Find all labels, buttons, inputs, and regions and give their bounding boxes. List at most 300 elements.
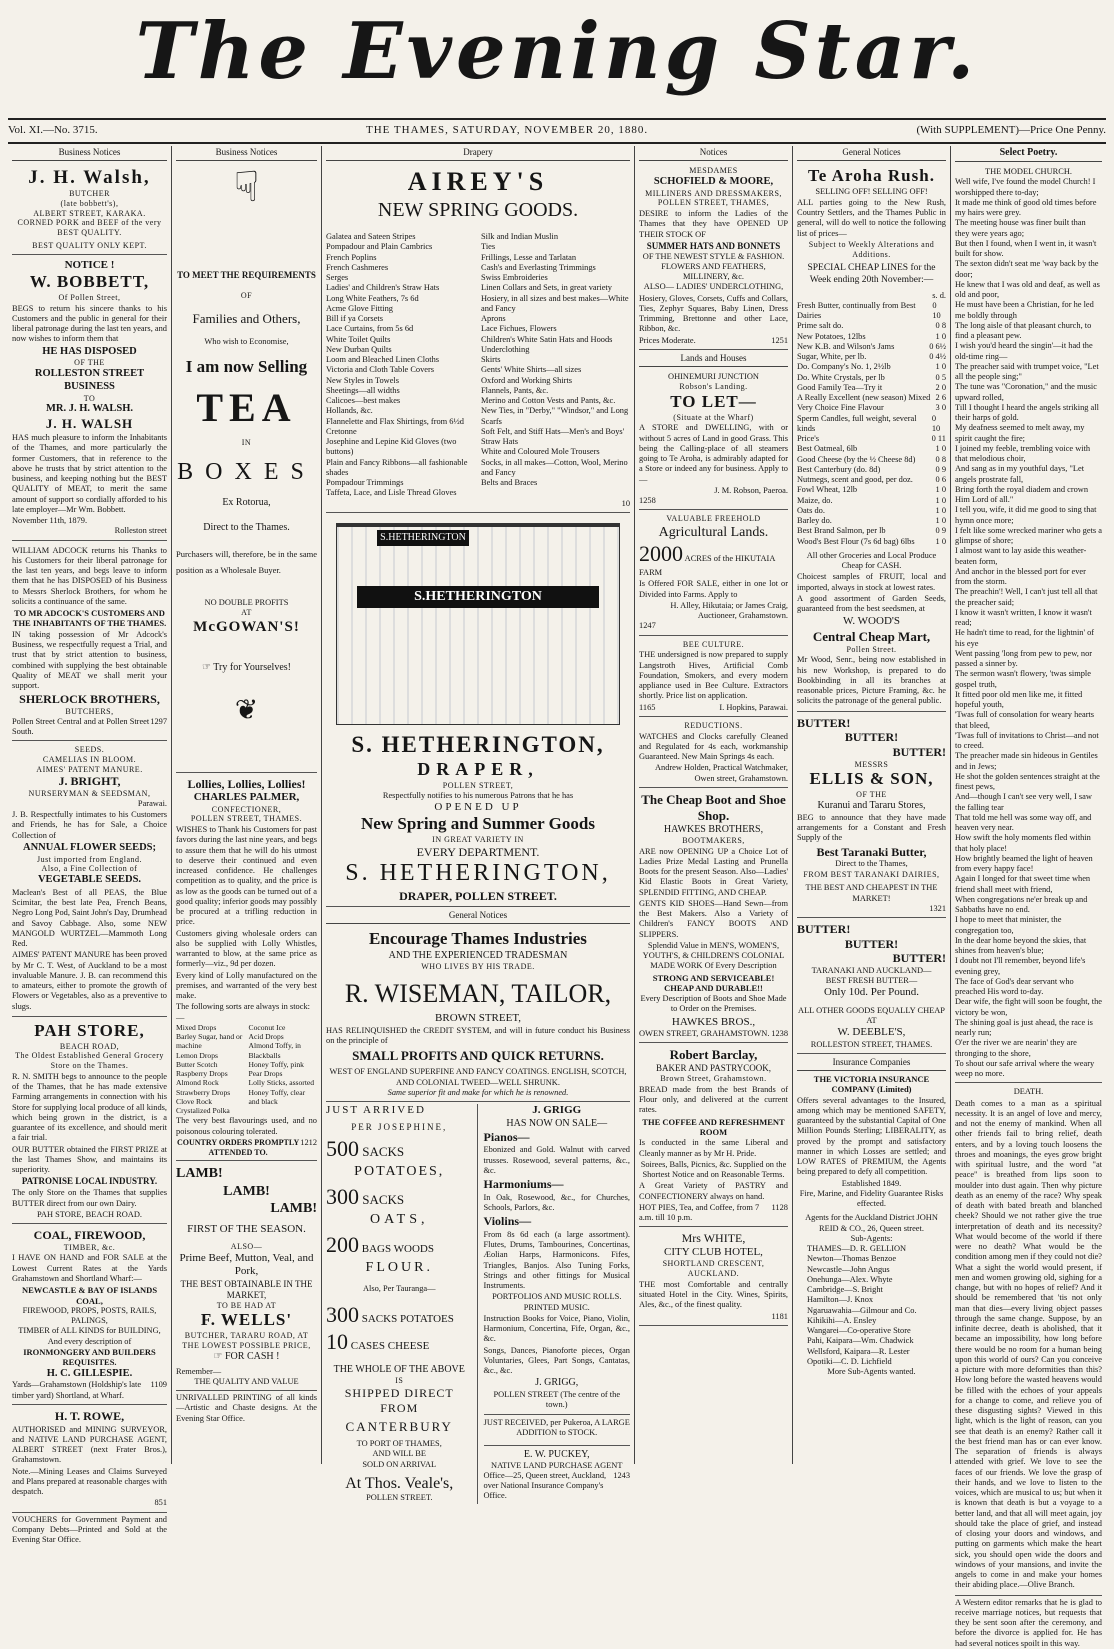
price-value: 0 10	[931, 413, 941, 433]
text: AUTHORISED and MINING SURVEYOR, and NATIVE LAND PURCHASE AGENT, ALBERT STREET (next Frater Bros.), Grahamstown.	[12, 1424, 167, 1465]
text: Same superior fit and make for which he is renowned.	[387, 1087, 569, 1097]
shop-sign: S.HETHERINGTON	[377, 530, 469, 546]
text: BUTTER!	[844, 730, 899, 745]
text: PER JOSEPHINE,	[351, 1121, 448, 1132]
text: ALSO— LADIES' UNDERCLOTHING,	[643, 282, 784, 292]
poem-line: And sang as in my youthful days, "Let angels prostrate fall,	[955, 464, 1085, 484]
poem-line: It fitted poor old men like me, it fitted hopeful youth,	[955, 689, 1083, 710]
text: LAMB!	[176, 1166, 223, 1182]
text: THE BEST OBTAINABLE IN THE MARKET,	[180, 1278, 313, 1300]
text: OUR BUTTER obtained the FIRST PRIZE at the last Thames Show, and maintains its superiority.	[12, 1144, 167, 1175]
text: AIREY'S	[407, 166, 549, 196]
death-article	[955, 1085, 1102, 1595]
airey-ad	[326, 164, 630, 513]
list-item: Lace Fichues, Flowers	[481, 324, 557, 334]
list-item: Socks, in all makes—Cotton, Wool, Merino and Fancy	[481, 457, 628, 477]
text: AT	[241, 608, 252, 618]
text: TO BE HAD AT	[216, 1300, 277, 1310]
poem-line: The sexton didn't seat me 'way back by the door;	[955, 259, 1099, 279]
text: WISHES to Thank his Customers for past favors during the last nine years, and begs to assure them that he will do his utmost to deserve their continued and even increased confidence. He challenges competition as to quality, and the price is as low as the goods can be turned out of a good quality; inferior goods may possibly be procured at a trifling reduction in price.	[176, 825, 317, 927]
list-item: Flannelette and Flax Shirtings, from 6½d	[326, 416, 464, 426]
text: (late bobbett's),	[60, 198, 119, 208]
text: Robson's Landing.	[679, 382, 748, 392]
price-row	[797, 301, 946, 322]
text: The following sorts are always in stock:—	[176, 1002, 310, 1022]
list-item: Pompadour Trimmings	[326, 478, 404, 488]
text: Parawai.	[137, 798, 167, 808]
text: REDUCTIONS.	[684, 720, 743, 730]
text: ALL OTHER GOODS EQUALLY CHEAP AT	[798, 1005, 945, 1026]
list-item: Belts and Braces	[481, 478, 538, 488]
text: BEST QUALITY ONLY KEPT.	[32, 240, 147, 250]
price-row	[797, 332, 946, 342]
text: NEW SPRING GOODS.	[377, 198, 579, 221]
text: Also, Per Tauranga—	[362, 1284, 436, 1294]
place-date: THE THAMES, SATURDAY, NOVEMBER 20, 1880.	[366, 124, 649, 137]
text: Songs, Dances, Pianoforte pieces, Organ Voluntaries, Glees, Part Songs, Cantatas, &c., &c.	[483, 1345, 630, 1376]
text: Fire, Marine, and Fidelity Guarantee Risks effected.	[799, 1188, 944, 1209]
text: THE most Comfortable and centrally situated Hotel in the City. Wines, Spirits, Ales, &c., of the finest quality.	[639, 1279, 788, 1310]
price-row	[797, 496, 946, 506]
pah-store-ad	[12, 1019, 167, 1224]
holden-ad	[639, 719, 788, 788]
text: Ex Rotorua,	[222, 497, 271, 509]
text: Pollen Street Central and at Pollen Street South.	[12, 716, 150, 736]
walsh-ad	[12, 164, 167, 255]
list-item: Long White Feathers, 7s 6d	[326, 293, 419, 303]
price-item: Best Brand Salmon, per lb	[797, 526, 886, 536]
text: Agents for the Auckland District JOHN REID & CO., 26, Queen street.	[805, 1213, 938, 1233]
text: ACRES of the HIKUTAIA FARM	[639, 554, 775, 578]
text: The only Store on the Thames that supplies BUTTER direct from our own Dairy.	[12, 1188, 167, 1208]
text: IRONMONGERY AND BUILDERS REQUISITES.	[23, 1346, 156, 1368]
price-row	[797, 434, 946, 444]
price-row	[797, 403, 946, 413]
list-item: Oxford and Working Shirts	[481, 375, 573, 385]
price-value: 0 6½	[929, 341, 946, 351]
text: PATRONISE LOCAL INDUSTRY.	[21, 1176, 158, 1187]
poem-line: Till I thought I heard the angels striking all their harps of gold.	[955, 402, 1099, 423]
text: 10	[621, 498, 630, 508]
text: TIMBER, &c.	[63, 1242, 116, 1252]
text: Customers giving wholesale orders can also be supplied with Lolly Whistles, warranted to blow, at the same price as formerly—viz., 9d per dozen.	[176, 928, 317, 969]
text: FLOWERS AND FEATHERS, MILLINERY, &c.	[661, 261, 766, 282]
price-item: Maize, do.	[797, 495, 833, 505]
poem-line: But then I found, when I went in, it wasn't built for show.	[955, 238, 1097, 259]
price-item: Sperm Candles, full weight, several kinds	[797, 413, 917, 433]
text: 1238	[771, 1029, 788, 1039]
text: IN GREAT VARIETY IN	[432, 834, 524, 844]
hikutaia-ad	[639, 512, 788, 635]
list-item: Taffeta, Lace, and Lisle Thread Gloves	[326, 488, 457, 498]
text: SACKS	[362, 1192, 405, 1208]
text: Only 10d. Per Pound.	[823, 986, 920, 999]
text: HAWKES BROS.,	[671, 1015, 756, 1028]
text: ARE now OPENING UP a Choice Lot of Ladies Prize Medal Lasting and Prunella Boots for the present Season. Also—Ladies' Kid Elastic Boots in Great Variety, SPLENDID FITTING, AND CHEAP.	[639, 846, 788, 897]
price-item: New K.B. and Wilson's Jams	[797, 341, 895, 351]
text: OPENED UP	[434, 800, 522, 813]
list-item: Lemon Drops	[176, 1050, 218, 1060]
list-item: Gents' White Shirts—all sizes	[481, 365, 582, 375]
text: Robert Barclay,	[669, 1047, 758, 1063]
price: (With SUPPLEMENT)—Price One Penny.	[916, 124, 1106, 137]
list-item: French Poplins	[326, 252, 377, 262]
text: Also, a Fine Collection of	[41, 864, 138, 874]
white-ad	[639, 1229, 788, 1326]
text: BROWN STREET,	[435, 1011, 521, 1024]
text: All other Groceries and Local Produce Cheap for CASH.	[806, 550, 937, 571]
text: ROLLESTON STREET, THAMES.	[810, 1039, 933, 1049]
text: Offers several advantages to the Insured, among which may be mentioned SAFETY, guaranteed by the substantial Capital of One Million Pounds Sterling; LIBERALITY, as proved by the prompt and satisfactory manner in which Losses are settled; and LOW RATES of PREMIUM, the Agents being prepared to defy all competition.	[797, 1095, 946, 1177]
list-item: Swiss Embroideries	[481, 273, 548, 283]
list-item: Children's White Satin Hats and Hoods	[481, 334, 613, 344]
text: NEWCASTLE & BAY OF ISLANDS COAL,	[21, 1285, 158, 1306]
text: VEGETABLE SEEDS.	[37, 874, 142, 886]
text: MR. J. H. WALSH.	[45, 403, 134, 415]
text: SOLD ON ARRIVAL	[362, 1459, 437, 1469]
poem-line: How brightly beamed the light of heaven from every happy face!	[955, 853, 1093, 874]
text: Andrew Holden, Practical Watchmaker, Owen street, Grahamstown.	[654, 763, 788, 783]
text: Respectfully notifies to his numerous Patrons that he has	[382, 790, 574, 800]
text: Hosiery, Gloves, Corsets, Cuffs and Collars, Ties, Zephyr Squares, Baby Linen, Dress Trimming, Brettonne and other Lace, Ribbon, &c.	[639, 293, 788, 334]
poem-line: The long aisle of that pleasant church, to find a pleasant pew.	[955, 320, 1092, 341]
list-item: Calicoes—best makes	[326, 396, 401, 406]
text: EVERY DEPARTMENT.	[416, 844, 540, 859]
price-row	[797, 537, 946, 547]
text: OHINEMURI JUNCTION	[668, 371, 759, 381]
text: New Spring and Summer Goods	[361, 814, 595, 834]
text: POLLEN STREET (The centre of the town.)	[493, 1389, 621, 1409]
airey-left-list	[326, 232, 475, 499]
text: Encourage Thames Industries	[369, 929, 587, 949]
text: 1128	[771, 1202, 788, 1212]
poem-line: That told me hell was some way off, and heaven very near.	[955, 812, 1092, 833]
poem-line: How swift the holy moments fled within that holy place!	[955, 833, 1091, 853]
price-item: Barley do.	[797, 516, 832, 526]
walsh-name: J. H. Walsh,	[28, 166, 151, 188]
price-item: Fowl Wheat, 12lb	[797, 485, 858, 495]
text: SACKS POTATOES	[361, 1313, 454, 1326]
text: ALBERT STREET, KARAKA.	[33, 208, 146, 218]
barclay-ad	[639, 1045, 788, 1227]
list-item: Serges	[326, 273, 349, 283]
poem-title: THE MODEL CHURCH.	[985, 167, 1072, 177]
list-item: Cretonne	[326, 426, 357, 436]
price-value: 0 8	[935, 321, 946, 331]
text: PAH STORE,	[34, 1020, 145, 1040]
text: TARANAKI AND AUCKLAND—	[811, 965, 932, 975]
text: POLLEN STREET, THAMES.	[190, 814, 303, 824]
poem	[955, 165, 1102, 1083]
text: Is Offered FOR SALE, either in one lot or Divided into Farms. Apply to	[639, 579, 788, 599]
list-item: Linen Collars and Sets, in great variety	[481, 283, 612, 293]
text: I HAVE ON HAND and FOR SALE at the Lowest Current Rates at the Yards Grahamstown and Shortland Wharf:—	[12, 1253, 167, 1283]
text: OF	[240, 290, 253, 300]
text: BOXES	[177, 459, 316, 486]
list-item: White and Coloured Mole Trousers	[481, 447, 600, 457]
poem-line: He knew that I was old and deaf, as well as old and poor,	[955, 279, 1100, 300]
printing-ad: UNRIVALLED PRINTING of all kinds —Artistic and Chaste designs. At the Evening Star Office.	[176, 1393, 317, 1423]
text: 1212	[300, 1137, 317, 1147]
price-item: Very Choice Fine Flavour	[797, 403, 884, 413]
text: The very best flavourings used, and no poisonous colouring tolerated.	[176, 1116, 317, 1136]
text: Established 1849.	[841, 1178, 902, 1188]
poem-line: Again I longed for that sweet time when friend shall meet with friend,	[955, 874, 1091, 894]
text: HAS RELINQUISHED the CREDIT SYSTEM, and will in future conduct his Business on the principle of	[326, 1026, 630, 1046]
poem-line: I joined my feeble, trembling voice with that melodious choir,	[955, 443, 1091, 464]
price-item: Oats do.	[797, 505, 825, 515]
poem-line: The preacher said with trumpet voice, "Let all the people sing;"	[955, 361, 1099, 382]
text: A STORE and DWELLING, with or without 5 acres of Land in good Grass. This being the Calling-place of all steamers going to Te Aroha, is admirably adapted for a Store or indeed any for business. Apply to—	[639, 423, 788, 484]
price-item: Good Family Tea—Try it	[797, 382, 883, 392]
text: TO MEET THE REQUIREMENTS	[177, 269, 316, 280]
text: Mrs WHITE,	[681, 1231, 746, 1246]
text: FROM BEST TARANAKI DAIRIES,	[803, 869, 940, 879]
text: COAL, FIREWOOD,	[33, 1228, 146, 1243]
airey-lists	[326, 232, 630, 499]
text: Direct to the Thames,	[835, 859, 908, 869]
text: HAS NOW ON SALE—	[506, 1117, 608, 1129]
list-item: Underclothing	[481, 344, 530, 354]
price-value: 0 6	[935, 475, 946, 485]
list-item: Hamilton—J. Knox	[807, 1295, 874, 1305]
list-item: New Ties, in "Derby," "Windsor," and Long Scarfs	[481, 406, 629, 426]
text: Direct to the Thames.	[203, 521, 290, 533]
text: ANNUAL FLOWER SEEDS;	[22, 841, 157, 853]
text: OF THE	[74, 358, 105, 368]
masthead	[0, 0, 1114, 118]
price-row	[797, 414, 946, 435]
text: Best Taranaki Butter,	[816, 844, 927, 859]
text: Violins—	[483, 1214, 532, 1229]
text: Remember—	[176, 1366, 222, 1376]
text: DRAPER,	[417, 758, 539, 779]
storefront-illustration	[336, 523, 620, 725]
mcgowan-ad	[176, 164, 317, 773]
text: GENTS KID SHOES—Hand Sewn—from the Best Makers. Also a Variety of Children's FANCY BOOTS AND SLIPPERS.	[639, 898, 788, 939]
text: Lollies, Lollies, Lollies!	[187, 776, 306, 791]
poem-line: He must have been a Christian, for he led me boldly through	[955, 300, 1094, 320]
list-item: Ngaruawahia—Gilmour and Co.	[807, 1305, 917, 1315]
text: LAMB!	[270, 1200, 317, 1216]
text: 300	[326, 1184, 359, 1210]
text: W. DEEBLE'S,	[837, 1026, 906, 1039]
text: BUTCHERS,	[65, 706, 114, 716]
column-header: Business Notices	[12, 146, 167, 161]
adcock-ad	[12, 543, 167, 742]
text: Harmoniums—	[483, 1177, 564, 1192]
poem-line: I wish you'd heard the singin'—it had the old-time ring—	[955, 341, 1093, 361]
text: From 8s 6d each (a large assortment). Flutes, Drums, Tambourines, Concertinas, Æolian Harps, Harmonicons. Fifes, Triangles, Banjos. Also Tuning Forks, Strings and other fittings for Musical Instruments.	[483, 1229, 630, 1291]
poem-line: It made me think of good old times before my hairs were grey.	[955, 197, 1097, 218]
text: Office—25, Queen street, Auckland, over National Insurance Company's Office.	[483, 1470, 607, 1501]
list-item: Plain and Fancy Ribbons—all fashionable shades	[326, 457, 468, 477]
text: BUTTER!	[797, 715, 851, 730]
text: Note.—Mining Leases and Claims Surveyed and Plans prepared at reasonable charges with despatch.	[12, 1466, 167, 1497]
text: J. BRIGHT,	[58, 774, 121, 789]
text: E. W. PUCKEY,	[484, 1445, 631, 1461]
price-item: New Potatoes, 12lbs	[797, 331, 866, 341]
text: Maclean's Best of all PEAS, the Blue Scimitar, the best late Pea, French Beans, Negro Long Pod, Saint John's Day, Drumhead and Savoy Cabbage. Also, some NEW MANGOLD WURTZEL—Mammoth Long Red.	[12, 887, 167, 949]
text: 1109	[150, 1380, 167, 1390]
list-item: Bill if ya Corsets	[326, 314, 383, 324]
poem-line: I hope to meet that minister, the congregation too,	[955, 915, 1062, 935]
price-value: 0 8	[935, 454, 946, 464]
poem-line: 'Twas full of consolation for weary hearts that bleed,	[955, 710, 1095, 730]
text: BEG to announce that they have made arrangements for a Constant and Fresh Supply of the	[797, 812, 946, 843]
poem-line: Dear wife, the fight will soon be fought, the victory be won,	[955, 997, 1102, 1017]
text: Yards—Grahamstown (Holdship's late timber yard) Shortland, at Wharf.	[12, 1380, 142, 1400]
poem-line: My deafness seemed to melt away, my spirit caught the fire;	[955, 423, 1085, 443]
text: I. Hopkins, Parawai.	[719, 702, 788, 712]
price-value: 0 4½	[929, 352, 946, 362]
price-value: 0 9	[935, 464, 946, 474]
hetherington-ad	[326, 515, 630, 907]
airey-right-list	[481, 232, 630, 499]
price-value: 1 0	[935, 444, 946, 454]
text: SHORTLAND CRESCENT, AUCKLAND.	[662, 1259, 765, 1279]
western-editor-item: A Western editor remarks that he is glad to receive marriage notices, but requests that they be sent soon after the ceremony, and before the divorce is applied for. He has had several notices spoilt in this way.	[955, 1597, 1102, 1648]
text: TO	[83, 393, 96, 403]
text: CASES CHEESE	[350, 1340, 430, 1353]
text: SMALL PROFITS AND QUICK RETURNS.	[352, 1047, 604, 1063]
text: Ebonized and Gold. Walnut with carved trusses. Rosewood, several patterns, &c., &c.	[483, 1145, 630, 1175]
text: NATIVE LAND PURCHASE AGENT	[491, 1460, 623, 1470]
list-item: Josephine and Lepine Kid Gloves (two buttons)	[326, 437, 457, 457]
article-body: Death comes to a man as a spiritual necessity. It is an angel of love and mercy, and not the enemy of mankind. When all other friends fail to bring relief, death enters, and by a loving touch loosens the throes and moanings, the eyes grow bright with spiritual lustre, and the word "at peace" is breathed from lips soon to moulder into dust again. Then why picture death as an enemy of the race? Why speak of death with bated breath and blanched cheek? Should we not rather give the true interpretation of death and its necessity? What would become of the world if there were no death? What would be the condition among men if they could not die? What a sight the world would present, if men and women growing old, sighing for a change, but with no hopes of relief? And it should be remembered that 'tis not only man that dies—every living object passes through the same change. Suppose, by an infinite decree, death is abolished, that it became an impossibility, how long before there would be no room for a human being upon this world of ours? Can you conceive a picture with more deformities than this? How long before the wasted heavens would be filled with the echoes of your appeals for a change to come, and relieve you of these disgusting sights? Viewed in this light, which is the light of reason, can you see that death is an enemy? Rather call it the best friend man has or can ever know. The separation of friends is always attended with grief. We love to see the faces of our friends. We love the grasp of their hands, and we love to listen to the voices, which are musical to us; but when it is known that death is but a voyage to a better land, and that all will meet again, joy should take the place of grief, and instead of closing your doors and windows, and putting on garments which make the heart sick, you should open wide the doors and windows of your mansions, and invite the angels to come in and make your homes their abiding place.—Olive Branch.	[955, 1098, 1102, 1590]
list-item: Honey Toffy, clear and black	[248, 1087, 306, 1106]
text: STRONG AND SERVICEABLE! CHEAP AND DURABLE!!	[652, 972, 775, 993]
text: F. WELLS'	[200, 1310, 293, 1330]
column-2	[172, 146, 322, 1464]
coal-ad	[12, 1226, 167, 1405]
price-item: Sugar, White, per lb.	[797, 352, 867, 362]
text: J. GRIGG,	[535, 1377, 579, 1389]
text: Subject to Weekly Alterations and Additions.	[808, 239, 935, 259]
list-item: Honey Toffy, pink	[248, 1059, 304, 1069]
text: SHIPPED DIRECT FROM	[344, 1386, 454, 1415]
list-item: Victoria and Cloth Table Covers	[326, 365, 435, 375]
text: AND WILL BE	[372, 1449, 426, 1459]
text: Every Description of Boots and Shoe Made to Order on the Premises.	[640, 994, 787, 1014]
bobbett-ad	[12, 257, 167, 541]
list-item: Lace Curtains, from 5s 6d	[326, 324, 414, 334]
text: November 11th, 1879.	[12, 516, 88, 526]
text: MESDAMES	[689, 165, 738, 175]
price-item: Best Canterbury (do. 8d)	[797, 464, 881, 474]
price-item: A Really Excellent (new season) Mixed	[797, 393, 931, 403]
text: SACKS	[362, 1144, 405, 1160]
price-row	[797, 373, 946, 383]
veale-ad	[326, 1104, 478, 1504]
poem-line: And anchor in the blessed port for ever from the storm.	[955, 566, 1086, 587]
poem-line: Bring forth the royal diadem and crown Him Lord of all."	[955, 484, 1089, 505]
price-row	[797, 475, 946, 485]
try-line	[176, 662, 317, 674]
text: FLOUR.	[365, 1260, 433, 1276]
price-row	[797, 485, 946, 495]
column-header: Drapery	[326, 146, 630, 161]
price-item: Do. Company's No. 1, 2½lb	[797, 362, 891, 372]
price-value: 0 10	[932, 300, 941, 321]
newspaper-title: The Evening Star.	[135, 6, 979, 97]
text: H. T. ROWE,	[54, 1408, 125, 1423]
text: 1258	[639, 496, 656, 506]
text: THE undersigned is now prepared to supply Langstroth Hives, Artificial Comb Foundation, Smokers, and every modern appliance used in Bee Culture. Extractors shortly. Price list on application.	[639, 650, 788, 701]
text: At Thos. Veale's,	[345, 1474, 454, 1492]
list-item: Onehunga—Alex. Whyte	[807, 1274, 893, 1284]
poem-line: And—though I can't see very well, I saw the falling tear	[955, 792, 1092, 812]
list-item: Pear Drops	[248, 1069, 283, 1079]
poem-line: I almost want to lay aside this weather-beaten form,	[955, 546, 1087, 566]
text: s. d.	[932, 290, 946, 300]
text: BUTTER!	[892, 744, 946, 759]
text: CAMELIAS IN BLOOM.	[42, 754, 137, 764]
column-header: Notices	[639, 146, 788, 161]
text: Agricultural Lands.	[658, 525, 769, 541]
text: COUNTRY ORDERS PROMPTLY ATTENDED TO.	[177, 1137, 300, 1157]
poem-line: He shot the golden sentences straight at the finest pews,	[955, 771, 1100, 792]
list-item: White Toilet Quilts	[326, 334, 391, 344]
price-row	[797, 383, 946, 393]
list-item: Loom and Bleached Linen Cloths	[326, 355, 440, 365]
column-6	[951, 146, 1106, 1648]
price-row	[797, 321, 946, 331]
bright-ad	[12, 743, 167, 1017]
schofield-ad	[639, 164, 788, 350]
text: 1181	[771, 1311, 788, 1321]
text: SCHOFIELD & MOORE,	[653, 175, 774, 187]
price-row	[797, 393, 946, 403]
text: BUTTER!	[892, 951, 946, 966]
list-item: Soft Felt, and Stiff Hats—Men's and Boys'	[481, 426, 625, 436]
poem-line: I felt like some wrecked mariner who gets a glimpse of shore;	[955, 525, 1102, 546]
list-item: Newton—Thomas Benzoe	[807, 1254, 897, 1264]
text: Who wish to Economise,	[204, 336, 289, 346]
text: A good assortment of Garden Seeds, guaranteed from the best seedsmen, at	[797, 593, 946, 614]
text: Choicest samples of FRUIT, local and imported, always in stock at lowest rates.	[797, 572, 946, 592]
text: SEEDS.	[74, 745, 105, 755]
list-item: THAMES—D. R. GELLION	[807, 1244, 907, 1254]
text: TIMBER of ALL KINDS for BUILDING, And every description of	[18, 1326, 161, 1346]
text: WILLIAM ADCOCK returns his Thanks to his Customers for their liberal patronage for the last ten years, and begs leave to inform them that he has DISPOSED of his Business to Messrs Sherlock Brothers, for whom he solicits a continuance of the same.	[12, 545, 167, 606]
text: 1321	[929, 903, 946, 913]
poem-line: O'er the river we are nearin' they are thronging to the shore,	[955, 1038, 1077, 1058]
text: BUTCHER	[69, 189, 110, 199]
column-5	[793, 146, 951, 1464]
te-aroha-ad	[797, 164, 946, 712]
text: WEST OF ENGLAND SUPERFINE AND FANCY COATINGS. ENGLISH, SCOTCH, AND COLONIAL TWEED—WELL SHRUNK.	[329, 1067, 627, 1087]
text: J. M. Robson, Paeroa.	[714, 485, 788, 495]
poem-line: I know it wasn't written, I know it wasn't read;	[955, 607, 1092, 628]
price-item: Good Cheese (by the ½ Cheese 8d)	[797, 454, 916, 464]
text: 1165	[639, 702, 656, 712]
text: Pollen Street.	[846, 644, 897, 654]
text: POLLEN STREET, THAMES,	[657, 198, 770, 208]
price-item: Best Oatmeal, 6lb	[797, 444, 858, 454]
text: IN	[241, 438, 252, 448]
text: Soirees, Balls, Picnics, &c. Supplied on the Shortest Notice and on Reasonable Terms.	[640, 1159, 787, 1180]
price-row	[797, 342, 946, 352]
vouchers-ad: VOUCHERS for Government Payment and Company Debts—Printed and Sold at the Evening Star Office.	[12, 1514, 167, 1545]
text: MILLINERS AND DRESSMAKERS,	[645, 188, 782, 198]
list-item: Aprons	[481, 314, 506, 324]
poem-line: I doubt not I'll remember, beyond life's evening grey,	[955, 956, 1086, 976]
list-item: Ladies' and Children's Straw Hats	[326, 283, 440, 293]
price-row	[797, 506, 946, 516]
price-row	[797, 362, 946, 372]
text: Prices Moderate.	[639, 335, 696, 345]
